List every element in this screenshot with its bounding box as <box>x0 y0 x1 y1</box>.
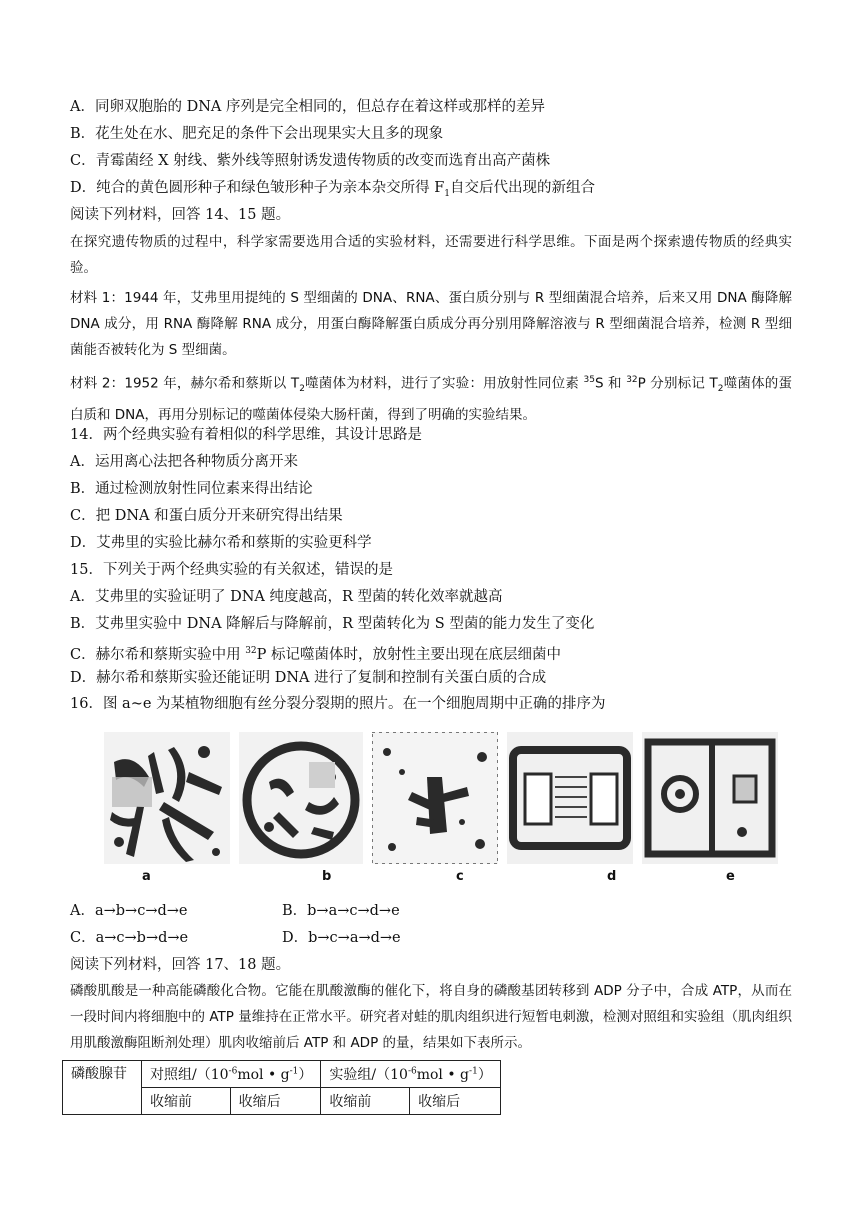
q15-option-b: B．艾弗里实验中 DNA 降解后与降解前，R 型菌转化为 S 型菌的能力发生了变化 <box>70 616 595 632</box>
t2-sub-2: 2 <box>717 384 724 395</box>
table-header-cell: 磷酸腺苷 <box>63 1061 142 1115</box>
table-cell: 收缩后 <box>410 1088 501 1115</box>
mitosis-photo-b <box>239 732 363 864</box>
q13-option-a: A．同卵双胞胎的 DNA 序列是完全相同的，但总存在着这样或那样的差异 <box>70 99 545 115</box>
material-2-part1: 材料 2：1952 年，赫尔希和蔡斯以 T <box>70 375 300 392</box>
exp-unit-sup1: -6 <box>407 1066 417 1077</box>
q14-option-d: D．艾弗里的实验比赫尔希和蔡斯的实验更科学 <box>70 535 372 551</box>
reading-prompt-14-15: 阅读下列材料，回答 14、15 题。 <box>70 207 291 223</box>
table-header-control <box>142 1061 321 1088</box>
q13-option-c: C．青霉菌经 X 射线、紫外线等照射诱发遗传物质的改变而选育出高产菌株 <box>70 153 551 169</box>
q14-option-c: C．把 DNA 和蛋白质分开来研究得出结果 <box>70 508 343 524</box>
q14-option-b: B．通过检测放射性同位素来得出结论 <box>70 481 313 497</box>
q14-stem: 14．两个经典实验有着相似的科学思维，其设计思路是 <box>70 427 422 443</box>
q16-option-c: C．a→c→b→d→e <box>70 930 189 946</box>
q16-stem: 16．图 a~e 为某植物细胞有丝分裂分裂期的照片。在一个细胞周期中正确的排序为 <box>70 696 606 712</box>
q15-option-d: D．赫尔希和蔡斯实验还能证明 DNA 进行了复制和控制有关蛋白质的合成 <box>70 670 547 686</box>
q13-d-sub: 1 <box>444 188 451 199</box>
sup-35: 35 <box>583 375 595 385</box>
table-cell: 收缩前 <box>321 1088 410 1115</box>
material-1: 材料 1：1944 年，艾弗里用提纯的 S 型细菌的 DNA、RNA、蛋白质分别与 R 型细菌混合培养，后来又用 DNA 酶降解 DNA 成分，用 RNA 酶降解 RNA 成分，用蛋白酶降解蛋白质成分再分别用降解溶液与 R 型细菌混合培养，检测 R 型细菌能否被转化为 S 型细菌。 <box>70 290 792 358</box>
q16-option-b: B．b→a→c→d→e <box>282 903 400 919</box>
material-2-part4: P 分别标记 T <box>637 375 718 392</box>
mitosis-photo-e <box>642 732 778 864</box>
q15-option-c <box>70 641 561 665</box>
panel-label-b: b <box>322 869 332 884</box>
q15-c-text-1: C．赫尔希和蔡斯实验中用 <box>70 646 246 663</box>
panel-label-e: e <box>726 869 735 884</box>
material-2-part2: 噬菌体为材料，进行了实验：用放射性同位素 <box>304 375 584 392</box>
mitosis-photo-d <box>507 732 633 864</box>
ctrl-unit-sup2: -1 <box>289 1066 299 1077</box>
q15-option-a: A．艾弗里的实验证明了 DNA 纯度越高，R 型菌的转化效率就越高 <box>70 589 503 605</box>
panel-label-c: c <box>456 869 464 884</box>
material-2-part5: 噬菌体的蛋白质和 DNA，再用分别标记的噬菌体侵染大肠杆菌，得到了明确的实验结果。 <box>70 375 793 424</box>
material-2-part3: S 和 <box>594 375 627 392</box>
sup-32: 32 <box>626 375 638 385</box>
material-3: 磷酸肌酸是一种高能磷酸化合物。它能在肌酸激酶的催化下，将自身的磷酸基团转移到 ADP 分子中，合成 ATP，从而在一段时间内将细胞中的 ATP 量维持在正常水平。研究者对蛙的肌肉组织进行短暂电刺激，检测对照组和实验组（肌肉组织用肌酸激酶阻断剂处理）肌肉收缩前后 ATP 和 ADP 的量，结果如下表所示。 <box>70 983 792 1051</box>
table-cell: 收缩后 <box>230 1088 321 1115</box>
q13-d-text-2: 自交后代出现的新组合 <box>450 180 596 196</box>
table-cell: 收缩前 <box>142 1088 231 1115</box>
mitosis-photo-c <box>372 732 498 864</box>
q13-d-text-1: D．纯合的黄色圆形种子和绿色皱形种子为亲本杂交所得 F <box>70 180 445 196</box>
q16-option-d: D．b→c→a→d→e <box>282 930 401 946</box>
atp-adp-table <box>62 1060 501 1115</box>
ctrl-unit-1: 对照组/（10 <box>150 1067 229 1083</box>
ctrl-unit-2: mol • g <box>237 1067 290 1083</box>
mitosis-photo-figure <box>104 732 784 882</box>
exp-unit-2: mol • g <box>416 1067 470 1083</box>
ctrl-unit-sup1: -6 <box>228 1066 238 1077</box>
reading-prompt-17-18: 阅读下列材料，回答 17、18 题。 <box>70 957 291 973</box>
exp-unit-3: ） <box>477 1067 492 1083</box>
panel-label-a: a <box>142 869 151 884</box>
panel-label-d: d <box>607 869 617 884</box>
ctrl-unit-3: ） <box>298 1067 313 1083</box>
mitosis-photo-a <box>104 732 230 864</box>
t2-sub-1: 2 <box>299 384 305 395</box>
q15-c-text-2: P 标记噬菌体时，放射性主要出现在底层细菌中 <box>256 646 562 663</box>
q16-option-a: A．a→b→c→d→e <box>70 903 188 919</box>
material-2 <box>70 367 792 428</box>
q13-option-d <box>70 178 595 204</box>
q15-stem: 15．下列关于两个经典实验的有关叙述，错误的是 <box>70 562 393 578</box>
q15-c-sup: 32 <box>245 646 257 656</box>
intro-paragraph: 在探究遗传物质的过程中，科学家需要选用合适的实验材料，还需要进行科学思维。下面是两个探索遗传物质的经典实验。 <box>70 234 792 276</box>
table-header-row <box>63 1061 501 1088</box>
exp-unit-1: 实验组/（10 <box>329 1067 408 1083</box>
q13-option-b: B．花生处在水、肥充足的条件下会出现果实大且多的现象 <box>70 126 444 142</box>
table-header-experiment <box>321 1061 500 1088</box>
exp-unit-sup2: -1 <box>469 1066 478 1077</box>
q14-option-a: A．运用离心法把各种物质分离开来 <box>70 454 298 470</box>
